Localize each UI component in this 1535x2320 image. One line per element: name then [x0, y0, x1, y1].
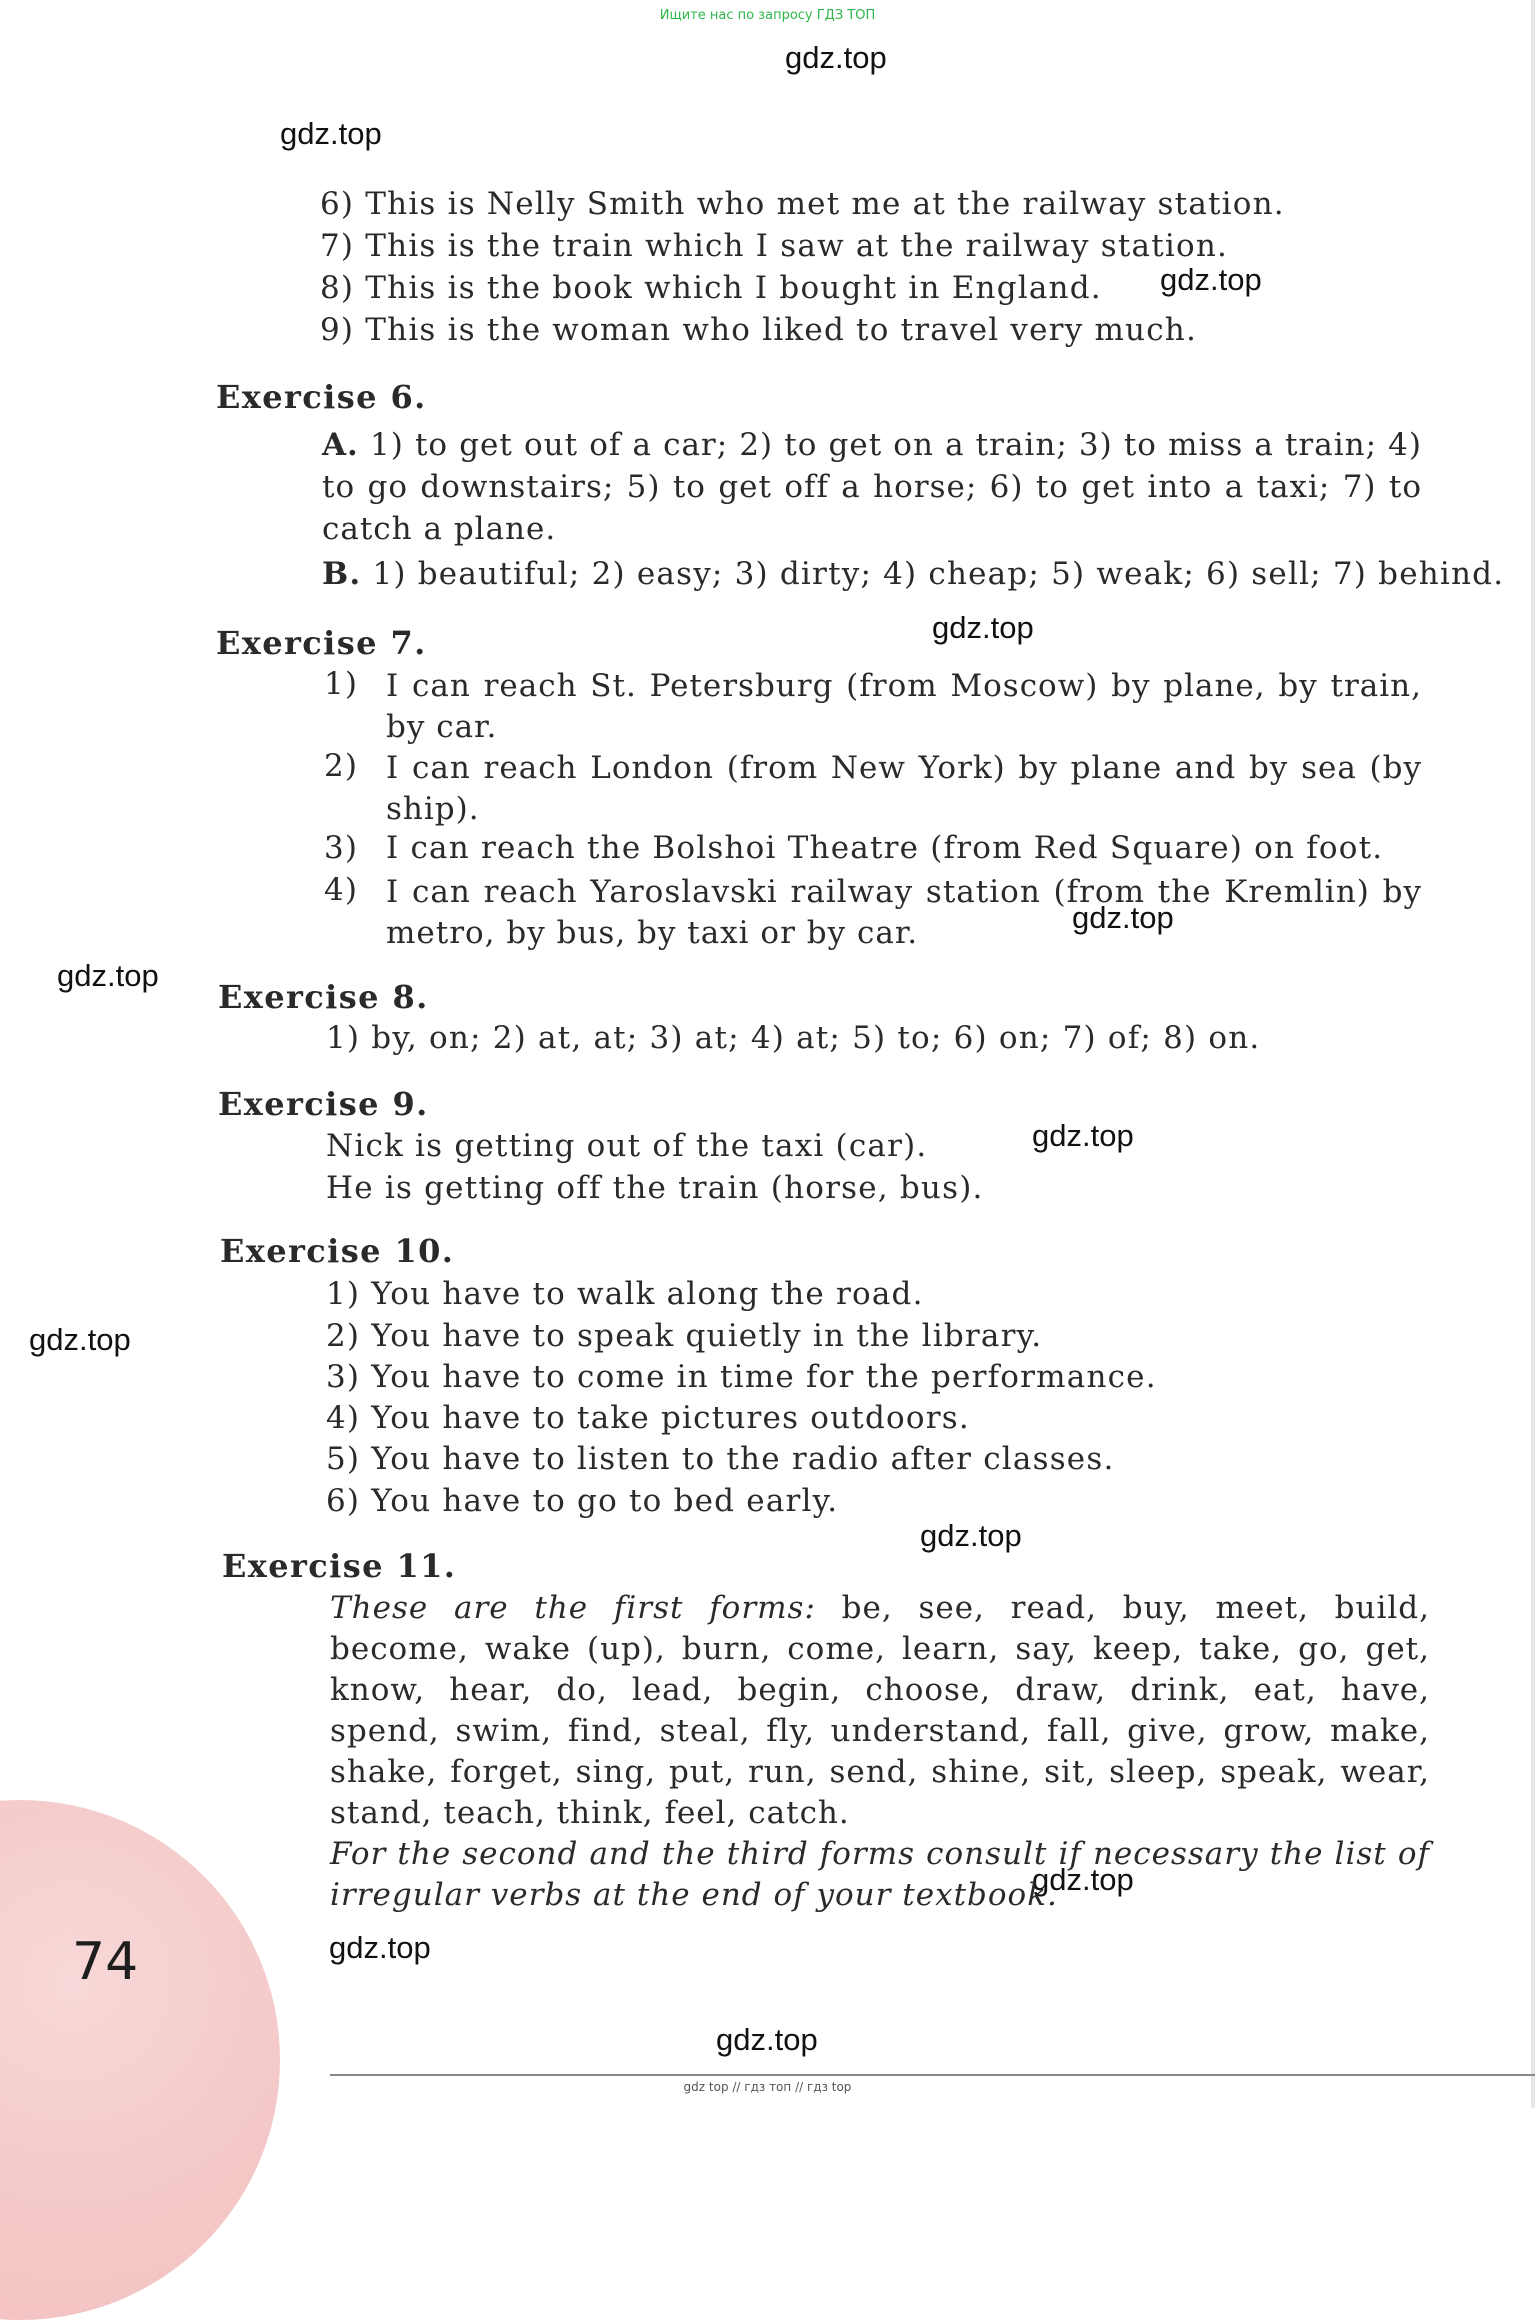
- page-number: 74: [72, 1932, 139, 1992]
- watermark: gdz.top: [329, 1930, 431, 1965]
- bottom-divider: [330, 2074, 1535, 2076]
- answer-line: 6) You have to go to bed early.: [326, 1483, 839, 1519]
- answer-line: 8) This is the book which I bought in England.: [320, 270, 1102, 306]
- exercise-heading: Exercise 8.: [218, 978, 429, 1016]
- watermark: gdz.top: [932, 610, 1034, 645]
- top-banner[interactable]: Ищите нас по запросу ГДЗ ТОП: [659, 8, 876, 23]
- answer-line: 2) You have to speak quietly in the library.: [326, 1318, 1043, 1354]
- watermark: gdz.top: [785, 40, 887, 75]
- answer-line: 9) This is the woman who liked to travel very much.: [320, 312, 1198, 348]
- item-number: 4): [324, 872, 359, 908]
- answer-line: 5) You have to listen to the radio after classes.: [326, 1441, 1115, 1477]
- watermark: gdz.top: [1032, 1118, 1134, 1153]
- item-number: 2): [324, 748, 359, 784]
- exercise-heading: Exercise 9.: [218, 1085, 429, 1123]
- answer-line: He is getting off the train (horse, bus).: [326, 1170, 984, 1206]
- watermark: gdz.top: [920, 1518, 1022, 1553]
- verbs-text: be, see, read, buy, meet, build, become, wake (up), burn, come, learn, say, keep, take, go, get, know, hear, do, lead, begin, choose, draw, drink, eat, have, spend, swim, find, steal, fly, understand, fall, give, grow, make, shake, forget, sing, put, run, send, shine, sit, sleep, speak, wear, stand, teach, think, feel, catch.: [330, 1590, 1430, 1831]
- item-number: 1): [324, 666, 359, 702]
- answer-text: I can reach the Bolshoi Theatre (from Red Square) on foot.: [386, 830, 1384, 866]
- intro-text: These are the first forms:: [330, 1590, 816, 1626]
- answer-line: 7) This is the train which I saw at the railway station.: [320, 228, 1229, 264]
- bottom-banner[interactable]: gdz top // гдз топ // гдз top: [683, 2080, 852, 2094]
- answer-line: 4) You have to take pictures outdoors.: [326, 1400, 970, 1436]
- page-edge: [1531, 0, 1535, 2108]
- watermark: gdz.top: [57, 958, 159, 993]
- watermark: gdz.top: [280, 116, 382, 151]
- exercise-answer-b: [322, 556, 1504, 592]
- answer-text: I can reach Yaroslavski railway station (from the Kremlin) by metro, by bus, by taxi or by car.: [386, 874, 1422, 951]
- part-label: A.: [322, 427, 359, 463]
- answer-line: 1) You have to walk along the road.: [326, 1276, 924, 1312]
- watermark: gdz.top: [1160, 262, 1262, 297]
- answer-line: Nick is getting out of the taxi (car).: [326, 1128, 928, 1164]
- answer-line: 3) You have to come in time for the performance.: [326, 1359, 1157, 1395]
- part-label: B.: [322, 556, 362, 592]
- exercise-heading: Exercise 11.: [222, 1547, 457, 1585]
- item-number: 3): [324, 830, 359, 866]
- exercise-heading: Exercise 6.: [216, 378, 427, 416]
- note-text: For the second and the third forms consult if necessary the list of irregular verbs at the end of your textbook.: [330, 1836, 1430, 1913]
- verb-list: [330, 1588, 1430, 1916]
- watermark: gdz.top: [1032, 1862, 1134, 1897]
- answer-text: 1) beautiful; 2) easy; 3) dirty; 4) cheap; 5) weak; 6) sell; 7) behind.: [372, 556, 1505, 592]
- answer-line: 6) This is Nelly Smith who met me at the railway station.: [320, 186, 1285, 222]
- watermark: gdz.top: [29, 1322, 131, 1357]
- watermark: gdz.top: [716, 2022, 818, 2057]
- exercise-heading: Exercise 7.: [216, 624, 427, 662]
- answer-text: I can reach St. Petersburg (from Moscow) by plane, by train, by car.: [386, 668, 1422, 745]
- exercise-answer-a: [322, 424, 1422, 550]
- watermark: gdz.top: [1072, 900, 1174, 935]
- answer-text: 1) to get out of a car; 2) to get on a train; 3) to miss a train; 4) to go downstairs; 5) to get off a horse; 6) to get into a taxi; 7) to catch a plane.: [322, 427, 1423, 547]
- exercise-heading: Exercise 10.: [220, 1232, 455, 1270]
- decorative-corner-shape: [0, 1800, 280, 2320]
- answer-text: I can reach London (from New York) by plane and by sea (by ship).: [386, 750, 1422, 827]
- answer-text: 1) by, on; 2) at, at; 3) at; 4) at; 5) to; 6) on; 7) of; 8) on.: [326, 1020, 1261, 1056]
